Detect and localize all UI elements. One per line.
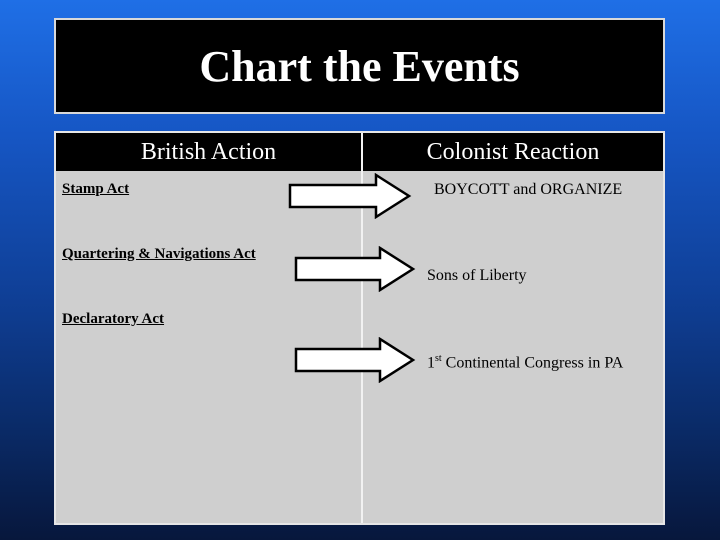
action-declaratory-act: Declaratory Act [62,311,165,327]
reaction-ordinal-suffix: st [435,353,442,364]
reaction-ordinal-number: 1 [427,354,435,372]
arrow-right-icon [294,337,416,383]
events-chart [54,131,665,525]
slide-title: Chart the Events [199,41,520,91]
action-quartering-navigations-act: Quartering & Navigations Act [62,246,256,262]
british-action-header: British Action [56,133,361,171]
reaction-congress-label: Continental Congress in PA [441,354,624,372]
action-stamp-act: Stamp Act [62,181,130,197]
reaction-boycott: BOYCOTT and ORGANIZE [434,181,623,198]
colonist-reaction-header: Colonist Reaction [363,133,663,171]
arrow-right-icon [288,173,412,219]
reaction-sons-of-liberty: Sons of Liberty [427,267,527,284]
arrow-right-icon [294,246,416,292]
reaction-continental-congress [427,353,623,372]
title-box [54,18,665,114]
